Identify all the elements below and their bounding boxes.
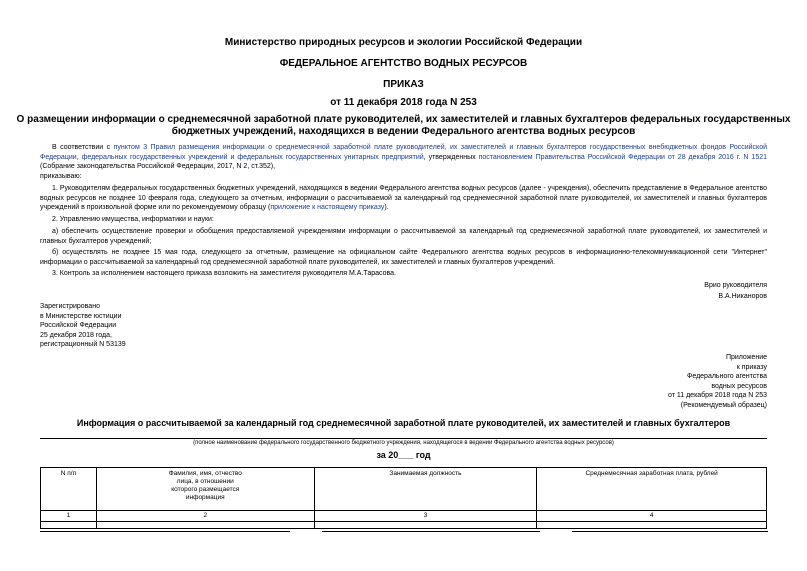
column-number: 4 xyxy=(537,511,767,522)
column-header: Среднемесячная заработная плата, рублей xyxy=(537,468,767,511)
column-header: Занимаемая должность xyxy=(314,468,537,511)
registration-line-5: регистрационный N 53139 xyxy=(40,341,126,348)
table-cell[interactable] xyxy=(537,522,767,529)
table-header-row xyxy=(41,468,767,511)
appendix-line-4: водных ресурсов xyxy=(711,382,767,390)
appendix-line-1: Приложение xyxy=(725,354,767,361)
table-cell[interactable] xyxy=(96,522,314,529)
signature-line xyxy=(572,531,768,532)
institution-name-line xyxy=(40,438,767,439)
item-2b: б) осуществлять не позднее 15 мая года, следующего за отчетным, размещение на официальном сайте Федерального агентства водных ресурсов в информационно-телекоммуникационной сети "Интернет" информации о рассчитываемой за календарный год среднемесячной заработной плате руководителей, их заместителей и главных бухгалтеров учреждений. xyxy=(40,249,767,266)
registration-line-1: Зарегистрировано xyxy=(40,303,100,310)
signature-role: Врио руководителя xyxy=(704,282,767,289)
item-2a: а) обеспечить осуществление проверки и обобщения предоставляемой учреждениями информации о рассчитываемой за календарный год среднемесячной заработной плате руководителей, их заместителей и главных бухгалтеров учреждений; xyxy=(40,228,767,245)
preamble-text-3: (Собрание законодательства Российской Федерации, 2017, N 2, ст.352), xyxy=(40,163,276,170)
form-title: Информация о рассчитываемой за календарный год среднемесячной заработной плате руководителей, их заместителей и главных бухгалтеров xyxy=(76,418,731,428)
signature-line xyxy=(322,531,540,532)
appendix-line-5: от 11 декабря 2018 года N 253 xyxy=(667,392,767,399)
appendix-line-6: (Рекомендуемый образец) xyxy=(680,401,767,409)
column-header: N п/п xyxy=(41,468,97,511)
item-1-text: 1. Руководителям федеральных государственных бюджетных учреждений, находящихся в ведении Федерального агентства водных ресурсов (далее - учреждения), обеспечить представление в Федеральное агентство водных ресурсов не позднее 10 февраля года, следующего за отчетным, информации о рассчитываемой за календарный год среднемесячной заработной плате руководителей, их заместителей и главных бухгалтеров учреждений в произвольной форме или по рекомендуемому образцу ( xyxy=(40,185,767,211)
appendix-line-2: к приказу xyxy=(736,363,767,371)
signature-name: В.А.Никаноров xyxy=(718,293,767,300)
order-word: приказываю: xyxy=(40,173,82,180)
registration-block xyxy=(40,302,126,350)
item-1 xyxy=(40,184,767,213)
salary-info-table xyxy=(40,467,767,529)
registration-line-2: в Министерстве юстиции xyxy=(40,312,122,320)
item-2: 2. Управлению имущества, информатики и науки: xyxy=(52,216,214,223)
preamble-text-1: В соответствии с xyxy=(52,144,114,151)
document-title-line-1: О размещении информации о среднемесячной заработной плате руководителей, их заместителей и главных бухгалтеров федеральных государственных xyxy=(16,114,791,125)
agency-name: ФЕДЕРАЛЬНОЕ АГЕНТСТВО ВОДНЫХ РЕСУРСОВ xyxy=(279,58,528,69)
signature-line xyxy=(40,531,290,532)
institution-name-caption: (полное наименование федерального государственного бюджетного учреждения, находящегося в ведении Федерального агентства водных ресурсов) xyxy=(193,440,614,446)
table-cell[interactable] xyxy=(41,522,97,529)
registration-line-4: 25 декабря 2018 года, xyxy=(40,331,112,339)
document-date-number: от 11 декабря 2018 года N 253 xyxy=(330,97,477,108)
column-number: 2 xyxy=(96,511,314,522)
appendix-block xyxy=(668,353,767,410)
column-header-text: Фамилия, имя, отчество лица, в отношении которого размещается информация xyxy=(168,470,242,501)
column-header xyxy=(96,468,314,511)
item-1-tail: ). xyxy=(384,204,389,211)
table-number-row xyxy=(41,511,767,522)
registration-line-3: Российской Федерации xyxy=(40,322,117,329)
document-title-line-2: бюджетных учреждений, находящихся в ведении Федерального агентства водных ресурсов xyxy=(171,126,636,137)
form-year-label: за 20___ год xyxy=(376,450,431,460)
preamble xyxy=(40,143,767,172)
item-3: 3. Контроль за исполнением настоящего приказа возложить на заместителя руководителя М.А.Тарасова. xyxy=(52,270,396,277)
column-number: 1 xyxy=(41,511,97,522)
document-type: ПРИКАЗ xyxy=(383,79,424,90)
ministry-name: Министерство природных ресурсов и экологии Российской Федерации xyxy=(224,37,583,48)
preamble-text-2: , утвержденных xyxy=(423,153,479,161)
appendix-link[interactable]: приложение к настоящему приказу xyxy=(270,204,385,211)
appendix-line-3: Федерального агентства xyxy=(687,373,767,380)
rules-link[interactable]: пунктом 3 Правил размещения информации о среднемесячной заработной плате руководителей, их заместителей и главных бухгалтеров государственных внебюджетных фондов Российской Федерации, федеральных государственных учреждений и федеральных государственных унитарных предприятий xyxy=(40,144,767,161)
table-row xyxy=(41,522,767,529)
table-cell[interactable] xyxy=(314,522,537,529)
column-number: 3 xyxy=(314,511,537,522)
government-decree-link[interactable]: постановлением Правительства Российской Федерации от 28 декабря 2016 г. N 1521 xyxy=(478,153,768,161)
